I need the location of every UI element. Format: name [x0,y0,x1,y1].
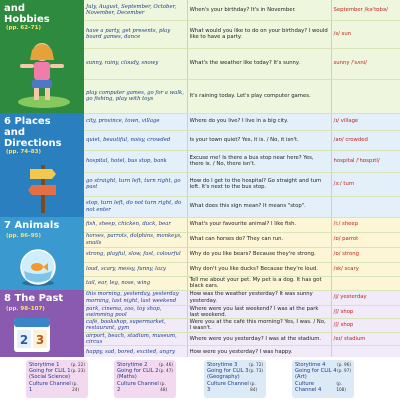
sentence-cell: Where were you yesterday? I was at the stadium. [187,332,331,345]
vocab-cell: hospital, hotel, bus stop, bank [84,150,187,172]
extras-strip [0,357,400,400]
phonics-cell: /ɒ/ strong [331,247,400,262]
sentence-cell: Where were you last weekend? I was at the park last weekend. [187,305,331,318]
phonics-cell: /ɪ/ village [331,113,400,130]
sentence-cell: What's your favourite animal? I like fish. [187,217,331,232]
section-label-places [0,113,84,217]
sentence-cell: It's raining today. Let's play computer games. [187,79,331,113]
phonics-cell [331,196,400,217]
table-row [84,247,400,262]
vocab-cell: stop, turn left, do not turn right, do not enter [84,196,187,217]
extras-line: Culture Channel 1 (p. 24) [29,380,80,393]
sentence-cell: What can horses do? They can run. [187,232,331,247]
section-title: 6 Places and Directions [4,116,62,149]
vocab-cell: loud, scary, messy, funny, lazy [84,262,187,276]
section-title: 7 Animals [4,220,60,231]
extras-line: (Art) [295,374,307,381]
vocab-cell: fish, sheep, chicken, duck, bear [84,217,187,232]
phonics-cell [331,276,400,290]
phonics-cell: September /kəˈtɒbə/ [331,0,400,20]
phonics-cell: sunny /ˈsʌni/ [331,48,400,79]
table-row [84,113,400,130]
section-pages: (pp. 86–95) [6,233,41,239]
extras-box-3 [204,360,266,398]
table-row [84,305,400,318]
table-row [84,290,400,305]
phonics-cell: /ɒ/ parrot [331,232,400,247]
sentence-cell: What would you like to do on your birthday? I would like to have a party. [187,20,331,48]
extras-line: (Social Science) [29,374,71,381]
phonics-cell: /iː/ sheep [331,217,400,232]
extras-line: Going for CLIL 1 (p. 23) [29,368,85,375]
sentence-cell: Why do you like bears? Because they're strong. [187,247,331,262]
phonics-cell: /eɪ/ stadium [331,332,400,345]
vocab-cell: have a party, get presents, play board games, dance [84,20,187,48]
calendar-icon [12,314,52,354]
phonics-cell: /sk/ scary [331,262,400,276]
vocab-cell: city, province, town, village [84,113,187,130]
extras-line: (Geography) [207,374,240,381]
phonics-cell: /ʃ/ shop [331,305,400,318]
section-label-past [0,290,84,357]
extras-box-2 [114,360,176,398]
vocab-cell: play computer games, go for a walk, go fishing, play with toys [84,79,187,113]
extras-line: Culture Channel 3 (p. 84) [207,380,258,393]
extras-box-4 [292,360,354,398]
fishbowl-icon [16,243,60,287]
syllabus-table [84,0,400,359]
vocab-cell: July, August, September, October, November, December [84,0,187,20]
signpost-icon [28,159,58,213]
table-row [84,20,400,48]
table-row [84,79,400,113]
sentence-cell: Where do you live? I live in a big city. [187,113,331,130]
vocab-cell: strong, playful, slow, fast, colourful [84,247,187,262]
phonics-cell: /j/ yesterday [331,290,400,305]
phonics-cell: /aʊ/ crowded [331,130,400,150]
extras-line: Going for CLIL 4 (p. 97) [295,368,351,375]
table-row [84,276,400,290]
extras-line: Going for CLIL 2 (p. 47) [117,368,173,375]
vocab-cell: airport, beach, stadium, museum, circus [84,332,187,345]
extras-line: Storytime 1 (p. 22) [29,362,85,368]
table-row [84,150,400,172]
phonics-cell: /ɜː/ turn [331,172,400,196]
section-title: and Hobbies [4,3,50,25]
section-pages: (pp. 98–107) [6,306,45,312]
extras-line: Storytime 2 (p. 46) [117,362,173,368]
vocab-cell: happy, sad, bored, excited, angry [84,346,187,359]
table-row [84,232,400,247]
vocab-cell: park, cinema, zoo, toy shop, swimming pool [84,305,187,318]
sentence-cell: Why don't you like ducks? Because they're loud. [187,262,331,276]
sentence-cell: What's the weather like today? It's sunny. [187,48,331,79]
section-label-hobbies [0,0,84,113]
extras-line: Going for CLIL 3 (p. 73) [207,368,263,375]
extras-line: Culture Channel 4 (p. 108) [295,380,346,393]
table-row [84,48,400,79]
vocab-cell: quiet, beautiful, noisy, crowded [84,130,187,150]
table-row [84,130,400,150]
sentence-cell: How do I get to the hospital? Go straight and turn left. It's next to the bus stop. [187,172,331,196]
table-row [84,0,400,20]
vocab-cell: this morning, yesterday, yesterday morning, last night, last weekend [84,290,187,305]
sentence-cell: Is your town quiet? Yes, it is. / No, it isn't. [187,130,331,150]
extras-line: Storytime 3 (p. 72) [207,362,263,368]
sentence-cell: How was the weather yesterday? It was sunny yesterday. [187,290,331,305]
phonics-cell: /s/ sun [331,20,400,48]
sentence-cell: Excuse me! Is there a bus stop near here? Yes, there is. / No, there isn't. [187,150,331,172]
vocab-cell: tail, ear, leg, nose, wing [84,276,187,290]
extras-line: (Maths) [117,374,137,381]
extras-line: Culture Channel 2 (p. 48) [117,380,168,393]
table-row [84,217,400,232]
extras-line: Storytime 4 (p. 96) [295,362,351,368]
vocab-cell: go straight, turn left, turn right, go past [84,172,187,196]
table-row [84,262,400,276]
vocab-cell: sunny, rainy, cloudy, snowy [84,48,187,79]
phonics-cell: hospital /ˈhɒspɪtl/ [331,150,400,172]
vocab-cell: café, bookshop, supermarket, restaurant, gym [84,318,187,332]
section-pages: (pp. 62–71) [6,25,41,31]
sentence-cell: When's your birthday? It's in November. [187,0,331,20]
section-label-animals [0,217,84,290]
phonics-cell: /ʃ/ shop [331,318,400,332]
sentence-cell: How were you yesterday? I was happy. [187,346,331,359]
svg-text:2: 2 [19,333,29,347]
vocab-cell: horses, parrots, dolphins, monkeys, snails [84,232,187,247]
table-row [84,332,400,345]
sentence-cell: Were you at the café this morning? Yes, I was. / No, I wasn't. [187,318,331,332]
table-row [84,172,400,196]
extras-box-1 [26,360,88,398]
sentence-cell: What does this sign mean? It means "stop". [187,196,331,217]
phonics-cell [331,79,400,113]
table-row [84,318,400,332]
table-row [84,196,400,217]
section-pages: (pp. 74–83) [6,149,41,155]
svg-text:3: 3 [35,333,45,347]
sentence-cell: Tell me about your pet. My pet is a dog. It has got black ears. [187,276,331,290]
girl-illustration-icon [14,36,74,108]
section-title: 8 The Past [4,293,64,304]
